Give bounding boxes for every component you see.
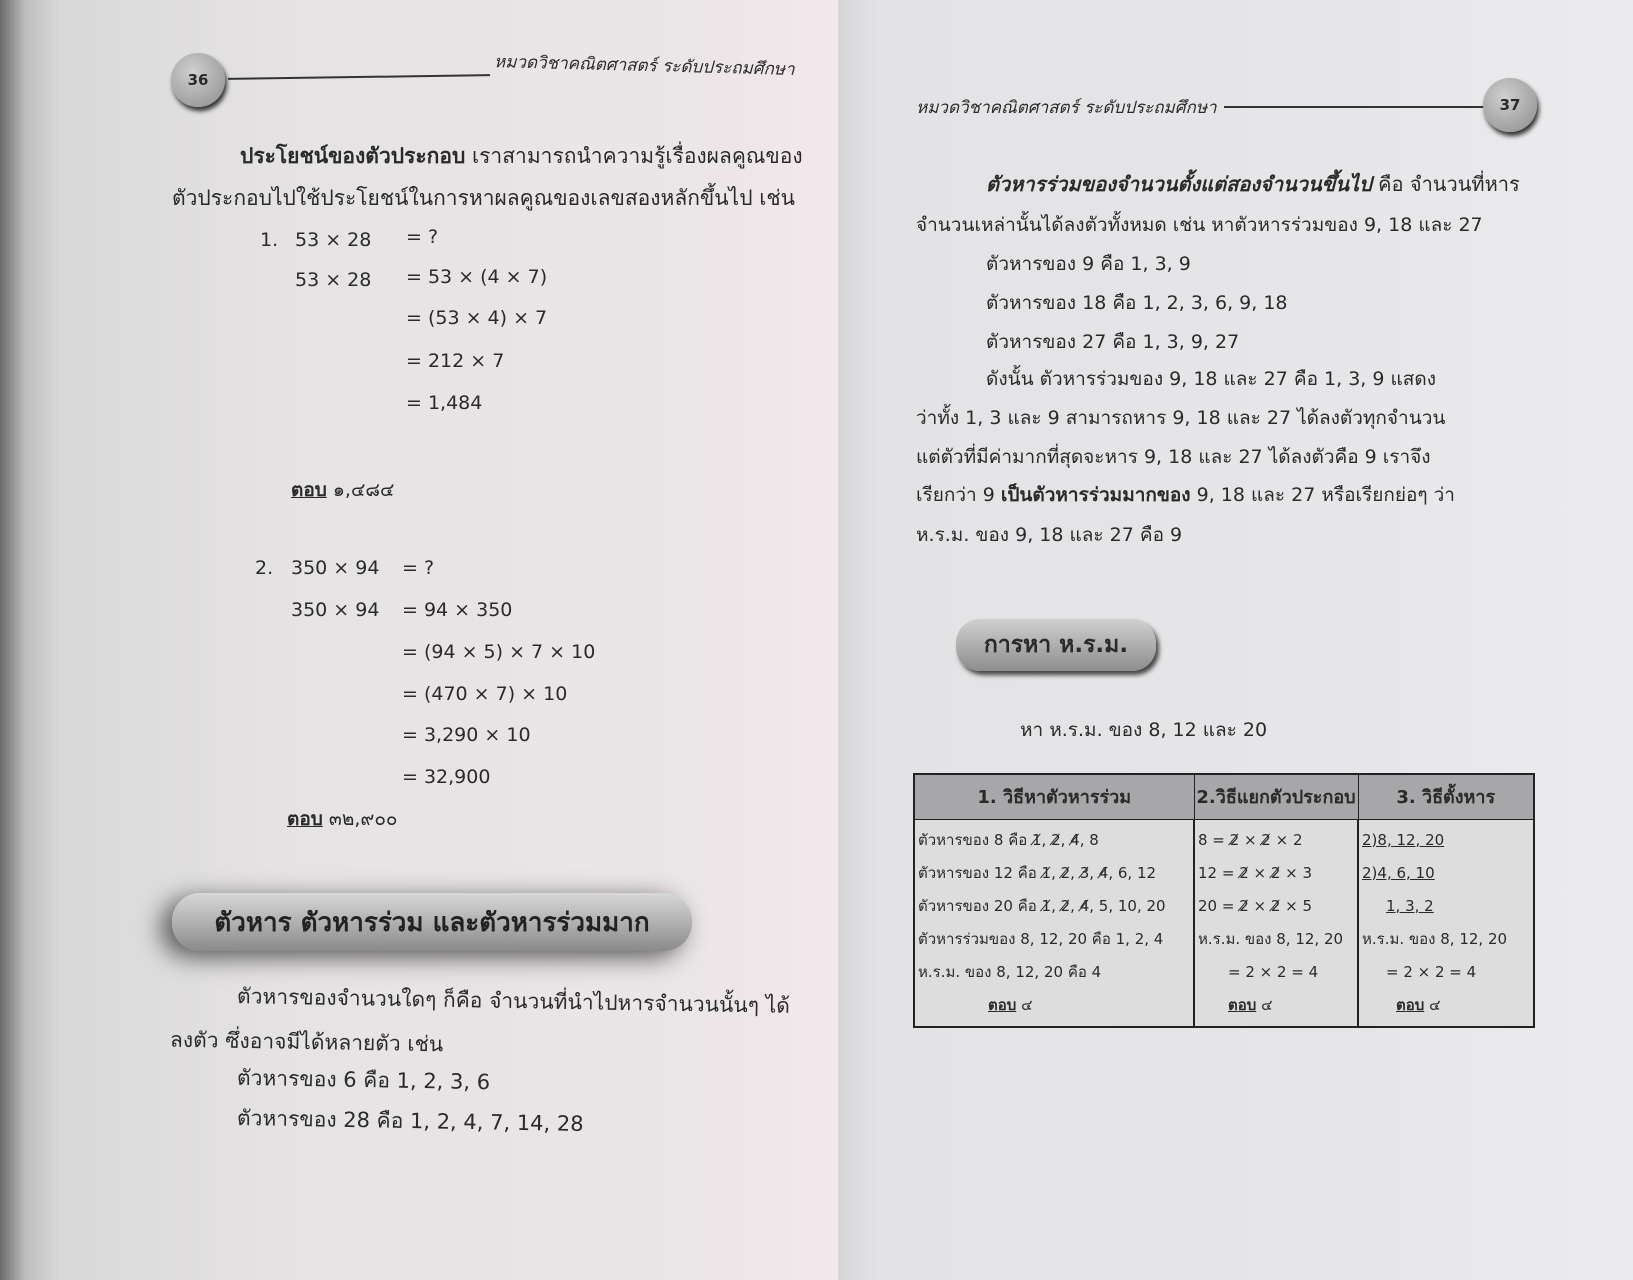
definition-text: คือ จำนวนที่หาร	[1378, 172, 1520, 196]
paragraph-text: 9, 18 และ 27 หรือเรียกย่อๆ ว่า	[1190, 484, 1455, 506]
page-number-badge: 37	[1483, 78, 1537, 132]
step: = 32,900	[402, 766, 491, 788]
paragraph-line: ตัวหารของ 9 คือ 1, 3, 9	[986, 253, 1191, 275]
step: = (470 × 7) × 10	[402, 683, 568, 705]
gcd-methods-table	[913, 773, 1535, 1028]
answer-label: ตอบ	[291, 479, 327, 501]
table-header-row	[914, 774, 1534, 819]
step: = 3,290 × 10	[402, 724, 531, 746]
step: = (53 × 4) × 7	[406, 307, 548, 329]
paragraph-line: ดังนั้น ตัวหารร่วมของ 9, 18 และ 27 คือ 1, 3, 9 แสดง	[986, 368, 1436, 390]
answer: ๔	[1021, 995, 1033, 1014]
paragraph-line: แต่ตัวที่มีค่ามากที่สุดจะหาร 9, 18 และ 27 ได้ลงตัวคือ 9 เราจึง	[916, 446, 1431, 468]
paragraph-text: เรียกว่า 9	[916, 484, 1001, 506]
table-row	[914, 819, 1534, 1027]
column-header: 3. วิธีตั้งหาร	[1358, 774, 1534, 819]
intro-text: เราสามารถนำความรู้เรื่องผลคูณของ	[471, 144, 803, 168]
divisors-of-28: ตัวหารของ 28 คือ 1, 2, 4, 7, 14, 28	[236, 1105, 584, 1137]
method-2-cell	[1194, 819, 1358, 1027]
method-1-cell	[914, 819, 1194, 1027]
cell-line: 12 = 2̸ × 2̸ × 3	[1198, 863, 1313, 882]
paragraph-line: ตัวหารของ 27 คือ 1, 3, 9, 27	[986, 331, 1240, 353]
step: = 53 × (4 × 7)	[406, 266, 548, 288]
cell-line: 2)8, 12, 20	[1362, 830, 1445, 849]
answer: ๓๒,๙๐๐	[328, 808, 398, 830]
answer: ๔	[1261, 995, 1273, 1014]
cell-line: 1, 3, 2	[1386, 896, 1434, 915]
cell-line: ห.ร.ม. ของ 8, 12, 20 คือ 4	[918, 962, 1102, 981]
cell-line: ห.ร.ม. ของ 8, 12, 20	[1362, 929, 1508, 948]
column-header: 1. วิธีหาตัวหารร่วม	[914, 774, 1194, 819]
cell-line: ตัวหารของ 12 คือ 1̸, 2̸, 3̸, 4̸, 6, 12	[918, 863, 1157, 882]
step: = (94 × 5) × 7 × 10	[402, 641, 596, 663]
answer: ๔	[1429, 995, 1441, 1014]
step: = 212 × 7	[406, 350, 505, 372]
expression: 350 × 94	[291, 599, 380, 621]
header-rule	[228, 74, 490, 80]
cell-line: 8 = 2̸ × 2̸ × 2	[1198, 830, 1303, 849]
cell-line: ตัวหารของ 20 คือ 1̸, 2̸, 4̸, 5, 10, 20	[918, 896, 1166, 915]
expression: 350 × 94	[291, 557, 380, 579]
problem-statement: หา ห.ร.ม. ของ 8, 12 และ 20	[1020, 719, 1268, 741]
answer: ๑,๔๘๔	[332, 479, 395, 501]
expression: = ?	[406, 226, 439, 248]
section-title-banner: ตัวหาร ตัวหารร่วม และตัวหารร่วมมาก	[172, 893, 692, 951]
expression: 53 × 28	[295, 229, 372, 251]
section-title-button: การหา ห.ร.ม.	[956, 619, 1156, 671]
gcd-term-bold: เป็นตัวหารร่วมมากของ	[1000, 484, 1191, 506]
page-number-badge: 36	[171, 53, 225, 107]
answer-label: ตอบ	[988, 995, 1017, 1014]
paragraph-line: จำนวนเหล่านั้นได้ลงตัวทั้งหมด เช่น หาตัวหารร่วมของ 9, 18 และ 27	[916, 214, 1483, 236]
header-rule	[1224, 106, 1484, 108]
cell-line: 20 = 2̸ × 2̸ × 5	[1198, 896, 1313, 915]
answer-label: ตอบ	[287, 808, 323, 830]
step: = 1,484	[406, 392, 483, 414]
paragraph-line: ลงตัว ซึ่งอาจมีได้หลายตัว เช่น	[169, 1027, 444, 1057]
cell-line: = 2 × 2 = 4	[1386, 962, 1477, 981]
paragraph-line: ว่าทั้ง 1, 3 และ 9 สามารถหาร 9, 18 และ 27 ได้ลงตัวทุกจำนวน	[916, 407, 1446, 429]
example-number: 1.	[260, 229, 279, 251]
intro-bold: ประโยชน์ของตัวประกอบ	[240, 144, 466, 168]
running-header: หมวดวิชาคณิตศาสตร์ ระดับประถมศึกษา	[493, 52, 795, 80]
example-number: 2.	[255, 557, 274, 579]
intro-line2: ตัวประกอบไปใช้ประโยชน์ในการหาผลคูณของเลขสองหลักขึ้นไป เช่น	[172, 186, 795, 210]
cell-line: ตัวหารร่วมของ 8, 12, 20 คือ 1, 2, 4	[918, 929, 1164, 948]
method-3-cell	[1358, 819, 1534, 1027]
paragraph-line: ตัวหารของ 18 คือ 1, 2, 3, 6, 9, 18	[986, 292, 1288, 314]
answer-label: ตอบ	[1228, 995, 1257, 1014]
expression: 53 × 28	[295, 269, 372, 291]
cell-line: = 2 × 2 = 4	[1228, 962, 1319, 981]
cell-line: 2)4, 6, 10	[1362, 863, 1435, 882]
cell-line: ห.ร.ม. ของ 8, 12, 20	[1198, 929, 1344, 948]
definition-bold: ตัวหารร่วมของจำนวนตั้งแต่สองจำนวนขึ้นไป	[986, 172, 1372, 196]
paragraph-line: ห.ร.ม. ของ 9, 18 และ 27 คือ 9	[916, 524, 1183, 546]
answer-label: ตอบ	[1396, 995, 1425, 1014]
step: = 94 × 350	[402, 599, 513, 621]
expression: = ?	[402, 557, 435, 579]
column-header: 2.วิธีแยกตัวประกอบ	[1194, 774, 1358, 819]
cell-line: ตัวหารของ 8 คือ 1̸, 2̸, 4̸, 8	[918, 830, 1099, 849]
running-header: หมวดวิชาคณิตศาสตร์ ระดับประถมศึกษา	[916, 98, 1217, 118]
divisors-of-6: ตัวหารของ 6 คือ 1, 2, 3, 6	[236, 1065, 491, 1095]
paragraph-line: ตัวหารของจำนวนใดๆ ก็คือ จำนวนที่นำไปหารจำนวนนั้นๆ ได้	[236, 984, 791, 1018]
